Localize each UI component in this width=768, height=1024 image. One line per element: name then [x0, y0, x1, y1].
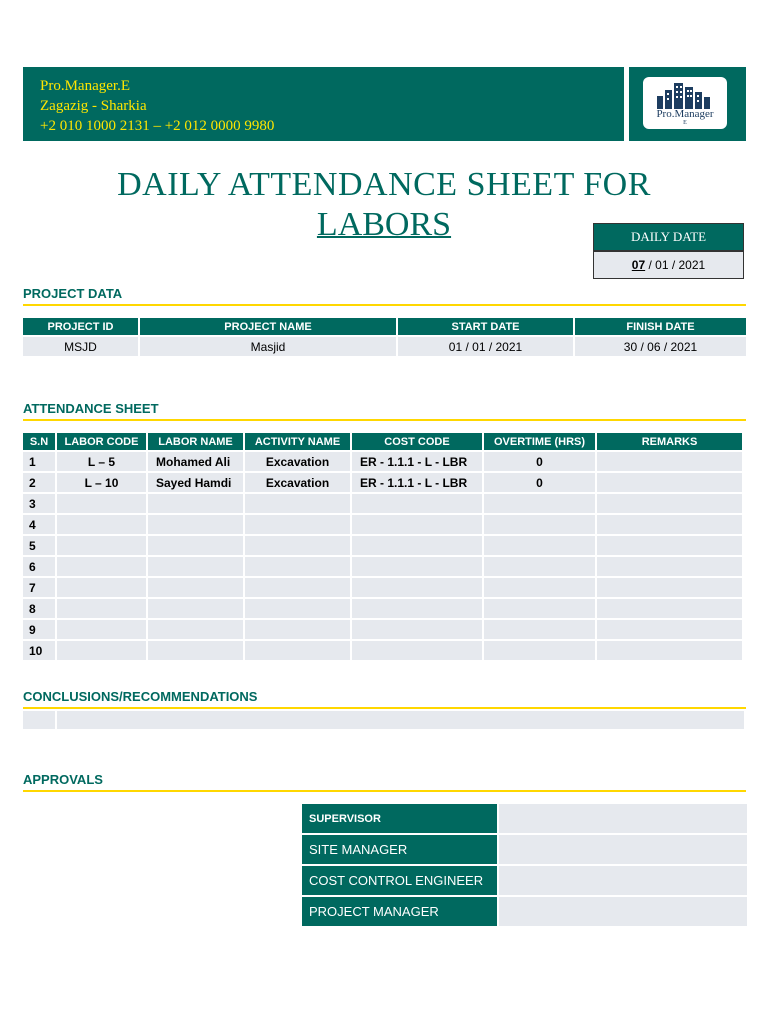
section-title-attendance: ATTENDANCE SHEET [23, 401, 159, 416]
serial-number-cell: 4 [23, 515, 55, 534]
buildings-icon [653, 81, 717, 109]
section-title-approvals: APPROVALS [23, 772, 103, 787]
overtime-cell[interactable] [484, 599, 595, 618]
labor-code-cell[interactable] [57, 494, 146, 513]
activity-name-cell[interactable] [245, 494, 350, 513]
activity-name-cell[interactable] [245, 557, 350, 576]
cost-code-cell[interactable] [352, 557, 482, 576]
table-row [23, 515, 742, 534]
company-name: Pro.Manager.E [40, 78, 130, 94]
labor-code-cell[interactable] [57, 515, 146, 534]
serial-number-cell: 2 [23, 473, 55, 492]
logo-text: Pro.Manager [656, 108, 714, 120]
overtime-cell[interactable] [484, 494, 595, 513]
remarks-cell[interactable] [597, 515, 742, 534]
serial-number-cell: 1 [23, 452, 55, 471]
overtime-cell[interactable] [484, 515, 595, 534]
labor-name-cell[interactable] [148, 599, 243, 618]
cost-code-cell[interactable] [352, 620, 482, 639]
labor-code-cell[interactable] [57, 557, 146, 576]
remarks-cell[interactable] [597, 578, 742, 597]
activity-name-cell[interactable] [245, 515, 350, 534]
table-header-row [23, 433, 742, 450]
daily-date-month-year: / 01 / 2021 [645, 258, 706, 272]
table-row [302, 804, 747, 833]
column-header: LABOR NAME [148, 433, 243, 450]
column-header: START DATE [398, 318, 573, 335]
approval-label-supervisor: SUPERVISOR [302, 804, 497, 833]
labor-name-cell[interactable] [148, 536, 243, 555]
remarks-cell[interactable] [597, 494, 742, 513]
labor-name-cell[interactable]: Mohamed Ali [148, 452, 243, 471]
column-header: FINISH DATE [575, 318, 746, 335]
section-divider [23, 419, 746, 421]
overtime-cell[interactable] [484, 641, 595, 660]
activity-name-cell[interactable] [245, 599, 350, 618]
table-row [302, 835, 747, 864]
approval-label-cost-control-engineer: COST CONTROL ENGINEER [302, 866, 497, 895]
table-row [23, 557, 742, 576]
start-date-cell[interactable]: 01 / 01 / 2021 [398, 337, 573, 356]
cost-code-cell[interactable]: ER - 1.1.1 - L - LBR [352, 473, 482, 492]
table-row [23, 578, 742, 597]
approval-label-project-manager: PROJECT MANAGER [302, 897, 497, 926]
labor-name-cell[interactable] [148, 557, 243, 576]
column-header: REMARKS [597, 433, 742, 450]
serial-number-cell: 9 [23, 620, 55, 639]
labor-name-cell[interactable] [148, 578, 243, 597]
overtime-cell[interactable] [484, 536, 595, 555]
finish-date-cell[interactable]: 30 / 06 / 2021 [575, 337, 746, 356]
conclusion-text-cell[interactable] [57, 711, 744, 729]
daily-date-value[interactable] [593, 251, 744, 279]
serial-number-cell: 5 [23, 536, 55, 555]
company-logo [643, 77, 727, 129]
column-header: PROJECT ID [23, 318, 138, 335]
remarks-cell[interactable] [597, 536, 742, 555]
labor-code-cell[interactable] [57, 578, 146, 597]
overtime-cell[interactable]: 0 [484, 473, 595, 492]
overtime-cell[interactable] [484, 578, 595, 597]
remarks-cell[interactable] [597, 599, 742, 618]
cost-code-cell[interactable] [352, 578, 482, 597]
cost-code-cell[interactable] [352, 494, 482, 513]
serial-number-cell: 8 [23, 599, 55, 618]
cost-code-cell[interactable] [352, 599, 482, 618]
table-row [23, 337, 746, 356]
labor-name-cell[interactable] [148, 620, 243, 639]
labor-code-cell[interactable]: L – 10 [57, 473, 146, 492]
labor-name-cell[interactable] [148, 515, 243, 534]
attendance-table [21, 431, 744, 662]
approval-signature-cell[interactable] [499, 897, 747, 926]
column-header: PROJECT NAME [140, 318, 396, 335]
cost-code-cell[interactable] [352, 641, 482, 660]
labor-code-cell[interactable] [57, 536, 146, 555]
overtime-cell[interactable] [484, 620, 595, 639]
table-row [23, 641, 742, 660]
company-location: Zagazig - Sharkia [40, 98, 147, 114]
activity-name-cell[interactable] [245, 641, 350, 660]
approvals-table [300, 802, 749, 928]
table-row [23, 536, 742, 555]
column-header: OVERTIME (HRS) [484, 433, 595, 450]
table-row [302, 897, 747, 926]
remarks-cell[interactable] [597, 473, 742, 492]
labor-code-cell[interactable]: L – 5 [57, 452, 146, 471]
column-header: ACTIVITY NAME [245, 433, 350, 450]
labor-name-cell[interactable] [148, 641, 243, 660]
column-header: COST CODE [352, 433, 482, 450]
page-title-subject: LABORS [316, 206, 452, 243]
labor-code-cell[interactable] [57, 599, 146, 618]
remarks-cell[interactable] [597, 452, 742, 471]
labor-code-cell[interactable] [57, 620, 146, 639]
cost-code-cell[interactable] [352, 515, 482, 534]
logo-subtext: E [683, 120, 687, 126]
labor-code-cell[interactable] [57, 641, 146, 660]
remarks-cell[interactable] [597, 641, 742, 660]
table-header-row [23, 318, 746, 335]
table-row [23, 620, 742, 639]
company-phones: +2 010 1000 2131 – +2 012 0000 9980 [40, 118, 275, 134]
project-data-table [21, 316, 748, 358]
daily-date-day: 07 [631, 258, 646, 272]
serial-number-cell: 7 [23, 578, 55, 597]
remarks-cell[interactable] [597, 620, 742, 639]
conclusions-table [21, 709, 746, 731]
activity-name-cell[interactable]: Excavation [245, 473, 350, 492]
activity-name-cell[interactable] [245, 578, 350, 597]
serial-number-cell: 10 [23, 641, 55, 660]
section-divider [23, 304, 746, 306]
activity-name-cell[interactable] [245, 620, 350, 639]
serial-number-cell: 6 [23, 557, 55, 576]
cost-code-cell[interactable]: ER - 1.1.1 - L - LBR [352, 452, 482, 471]
table-row [23, 473, 742, 492]
labor-name-cell[interactable] [148, 494, 243, 513]
section-divider [23, 790, 746, 792]
overtime-cell[interactable] [484, 557, 595, 576]
section-title-project-data: PROJECT DATA [23, 286, 123, 301]
table-row [23, 599, 742, 618]
approval-label-site-manager: SITE MANAGER [302, 835, 497, 864]
daily-date-label: DAILY DATE [593, 223, 744, 251]
cost-code-cell[interactable] [352, 536, 482, 555]
column-header: LABOR CODE [57, 433, 146, 450]
serial-number-cell: 3 [23, 494, 55, 513]
page-title: DAILY ATTENDANCE SHEET FOR [117, 166, 651, 203]
conclusion-number-cell[interactable] [23, 711, 55, 729]
activity-name-cell[interactable] [245, 536, 350, 555]
approval-signature-cell[interactable] [499, 804, 747, 833]
table-row [302, 866, 747, 895]
project-name-cell[interactable]: Masjid [140, 337, 396, 356]
approval-signature-cell[interactable] [499, 866, 747, 895]
table-row [23, 452, 742, 471]
column-header: S.N [23, 433, 55, 450]
overtime-cell[interactable]: 0 [484, 452, 595, 471]
section-title-conclusions: CONCLUSIONS/RECOMMENDATIONS [23, 689, 258, 704]
labor-name-cell[interactable]: Sayed Hamdi [148, 473, 243, 492]
table-row [23, 711, 744, 729]
table-row [23, 494, 742, 513]
project-id-cell[interactable]: MSJD [23, 337, 138, 356]
activity-name-cell[interactable]: Excavation [245, 452, 350, 471]
approval-signature-cell[interactable] [499, 835, 747, 864]
remarks-cell[interactable] [597, 557, 742, 576]
